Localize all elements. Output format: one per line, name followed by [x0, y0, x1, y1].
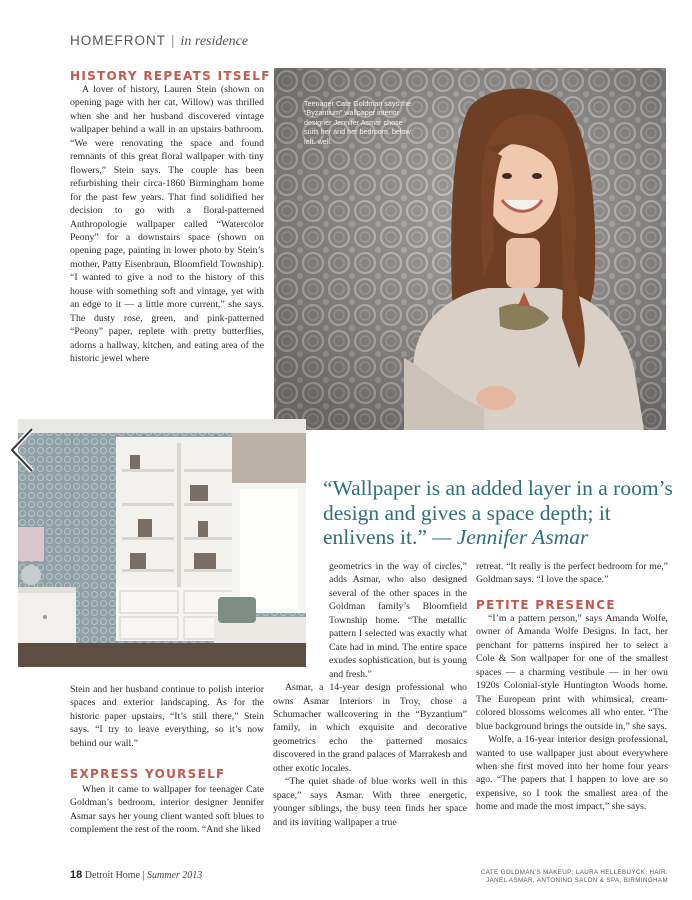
- paragraph-wolfe: “I’m a pattern person,” says Amanda Wolfe, owner of Amanda Wolfe Designs. In fact, her penchant for patterns inspired her to select a Cole & Son wallpaper for one of the smallest spaces — a charming vestibule — in her own 1920s Colonial-style Huntington Woods home. The European print with whimsical, cream-colored blossoms welcomes all who enter. “The blue background brings the outside in,” she says.: [476, 613, 668, 732]
- subsection-name: in residence: [180, 34, 249, 49]
- article-left-column: [70, 83, 264, 405]
- pull-quote: [323, 476, 673, 550]
- heading-express-yourself: EXPRESS YOURSELF: [70, 767, 226, 781]
- paragraph-continuation: Stein and her husband continue to polish interior spaces and exterior landscaping. As for the historic paper upstairs, “It’s still there,” Stein says. “I try to leave everything, so it’s now behind our wall.”: [70, 684, 264, 749]
- heading-petite-presence: PETITE PRESENCE: [476, 598, 616, 612]
- prev-page-button[interactable]: [6, 425, 36, 475]
- photo-caption: Teenager Cate Goldman says the “Byzantium” wallpaper interior designer Jennifer Asmar chose suits her and her bedroom, below left. well.: [304, 99, 412, 146]
- page-number: 18: [70, 869, 83, 881]
- credits-line-2: JANEL ASMAR, ANTONINO SALON & SPA, BIRMINGHAM: [486, 877, 668, 884]
- portrait-photo: [274, 68, 666, 430]
- paragraph-quiet-shade: “The quiet shade of blue works well in this space,” says Asmar. With three energetic, younger siblings, the busy teen finds her space and its inviting wallpaper a true: [273, 776, 467, 828]
- paragraph-geometrics: geometrics in the way of circles,” adds Asmar, who also designed several of the other spaces in the Goldman family’s Bloomfield Township home. “The metallic pattern I selected was exactly what Cate had in mind. The entire space exudes sophistication, but is young and fresh.”: [329, 561, 467, 680]
- folio-separator: |: [142, 870, 145, 881]
- article-middle-column: [273, 560, 467, 829]
- paragraph-retreat: retreat. “It really is the perfect bedroom for me,” Goldman says. “I love the space.”: [476, 561, 668, 586]
- paragraph-wolfe-designer: Wolfe, a 16-year interior design professional, wanted to use wallpaper just about everywhere when she first moved into her home four years ago. “The papers that I happen to love are so expensive, so I took the smallest area of the home and made the most impact,” she says.: [476, 734, 668, 813]
- bedroom-photo: [18, 419, 306, 667]
- article-right-top: [476, 560, 668, 587]
- credits-line-1: CATE GOLDMAN’S MAKEUP: LAURA HELLEBUYCK; HAIR:: [480, 869, 668, 876]
- section-header: [70, 33, 248, 50]
- magazine-name: Detroit Home: [84, 870, 141, 881]
- bedroom-photo-graphic: [18, 419, 306, 667]
- heading-history-repeats: HISTORY REPEATS ITSELF: [70, 69, 271, 83]
- photo-credits: [408, 869, 668, 885]
- article-left-continuation: [70, 683, 264, 750]
- section-name: HOMEFRONT: [70, 33, 166, 48]
- chevron-left-icon: [6, 425, 36, 475]
- issue-date: Summer 2013: [147, 870, 203, 881]
- article-left-express: [70, 783, 264, 837]
- paragraph-express: When it came to wallpaper for teenager Cate Goldman’s bedroom, interior designer Jennifer Asmar says her young client wanted soft blues to complement the rest of the room. “And she liked: [70, 784, 264, 836]
- article-right-column: [476, 612, 668, 814]
- header-separator: |: [171, 33, 176, 48]
- pull-quote-text: “Wallpaper is an added layer in a room’s design and gives a space depth; it enlivens it.”: [323, 476, 673, 549]
- folio: [70, 869, 202, 881]
- pull-quote-author: — Jennifer Asmar: [432, 525, 589, 549]
- paragraph-history: A lover of history, Lauren Stein (shown on opening page with her cat, Willow) was thrilled when she and her husband discovered vintage wallpaper behind a wall in an upstairs bathroom. “We were renovating the space and found remnants of this great floral wallpaper with tiny flowers,” Stein says. The couple has been refurbishing their circa-1860 Birmingham home for the past few years. That find solidified her decision to go with a floral-patterned Anthropologie wallpaper called “Watercolor Peony” for a downstairs space (shown on opening page, painting in lower photo by Stein’s mother, Patty Eisenbraun, Bloomfield Township). “I wanted to give a nod to the history of this house with something soft and vintage, yet with an edge to it — a little more current,” she says. The dusty rose, green, and pink-patterned “Peony” paper, replete with pretty butterflies, adorns a hallway, kitchen, and eating area of the historic jewel where: [70, 84, 264, 365]
- paragraph-asmar: Asmar, a 14-year design professional who owns Asmar Interiors in Troy, chose a Schumacher wallcovering in the “Byzantium” family, in which exquisite and decorative geometrics echo the patterned mosaics discovered in the grand palaces of Marrakesh and other exotic locales.: [273, 682, 467, 774]
